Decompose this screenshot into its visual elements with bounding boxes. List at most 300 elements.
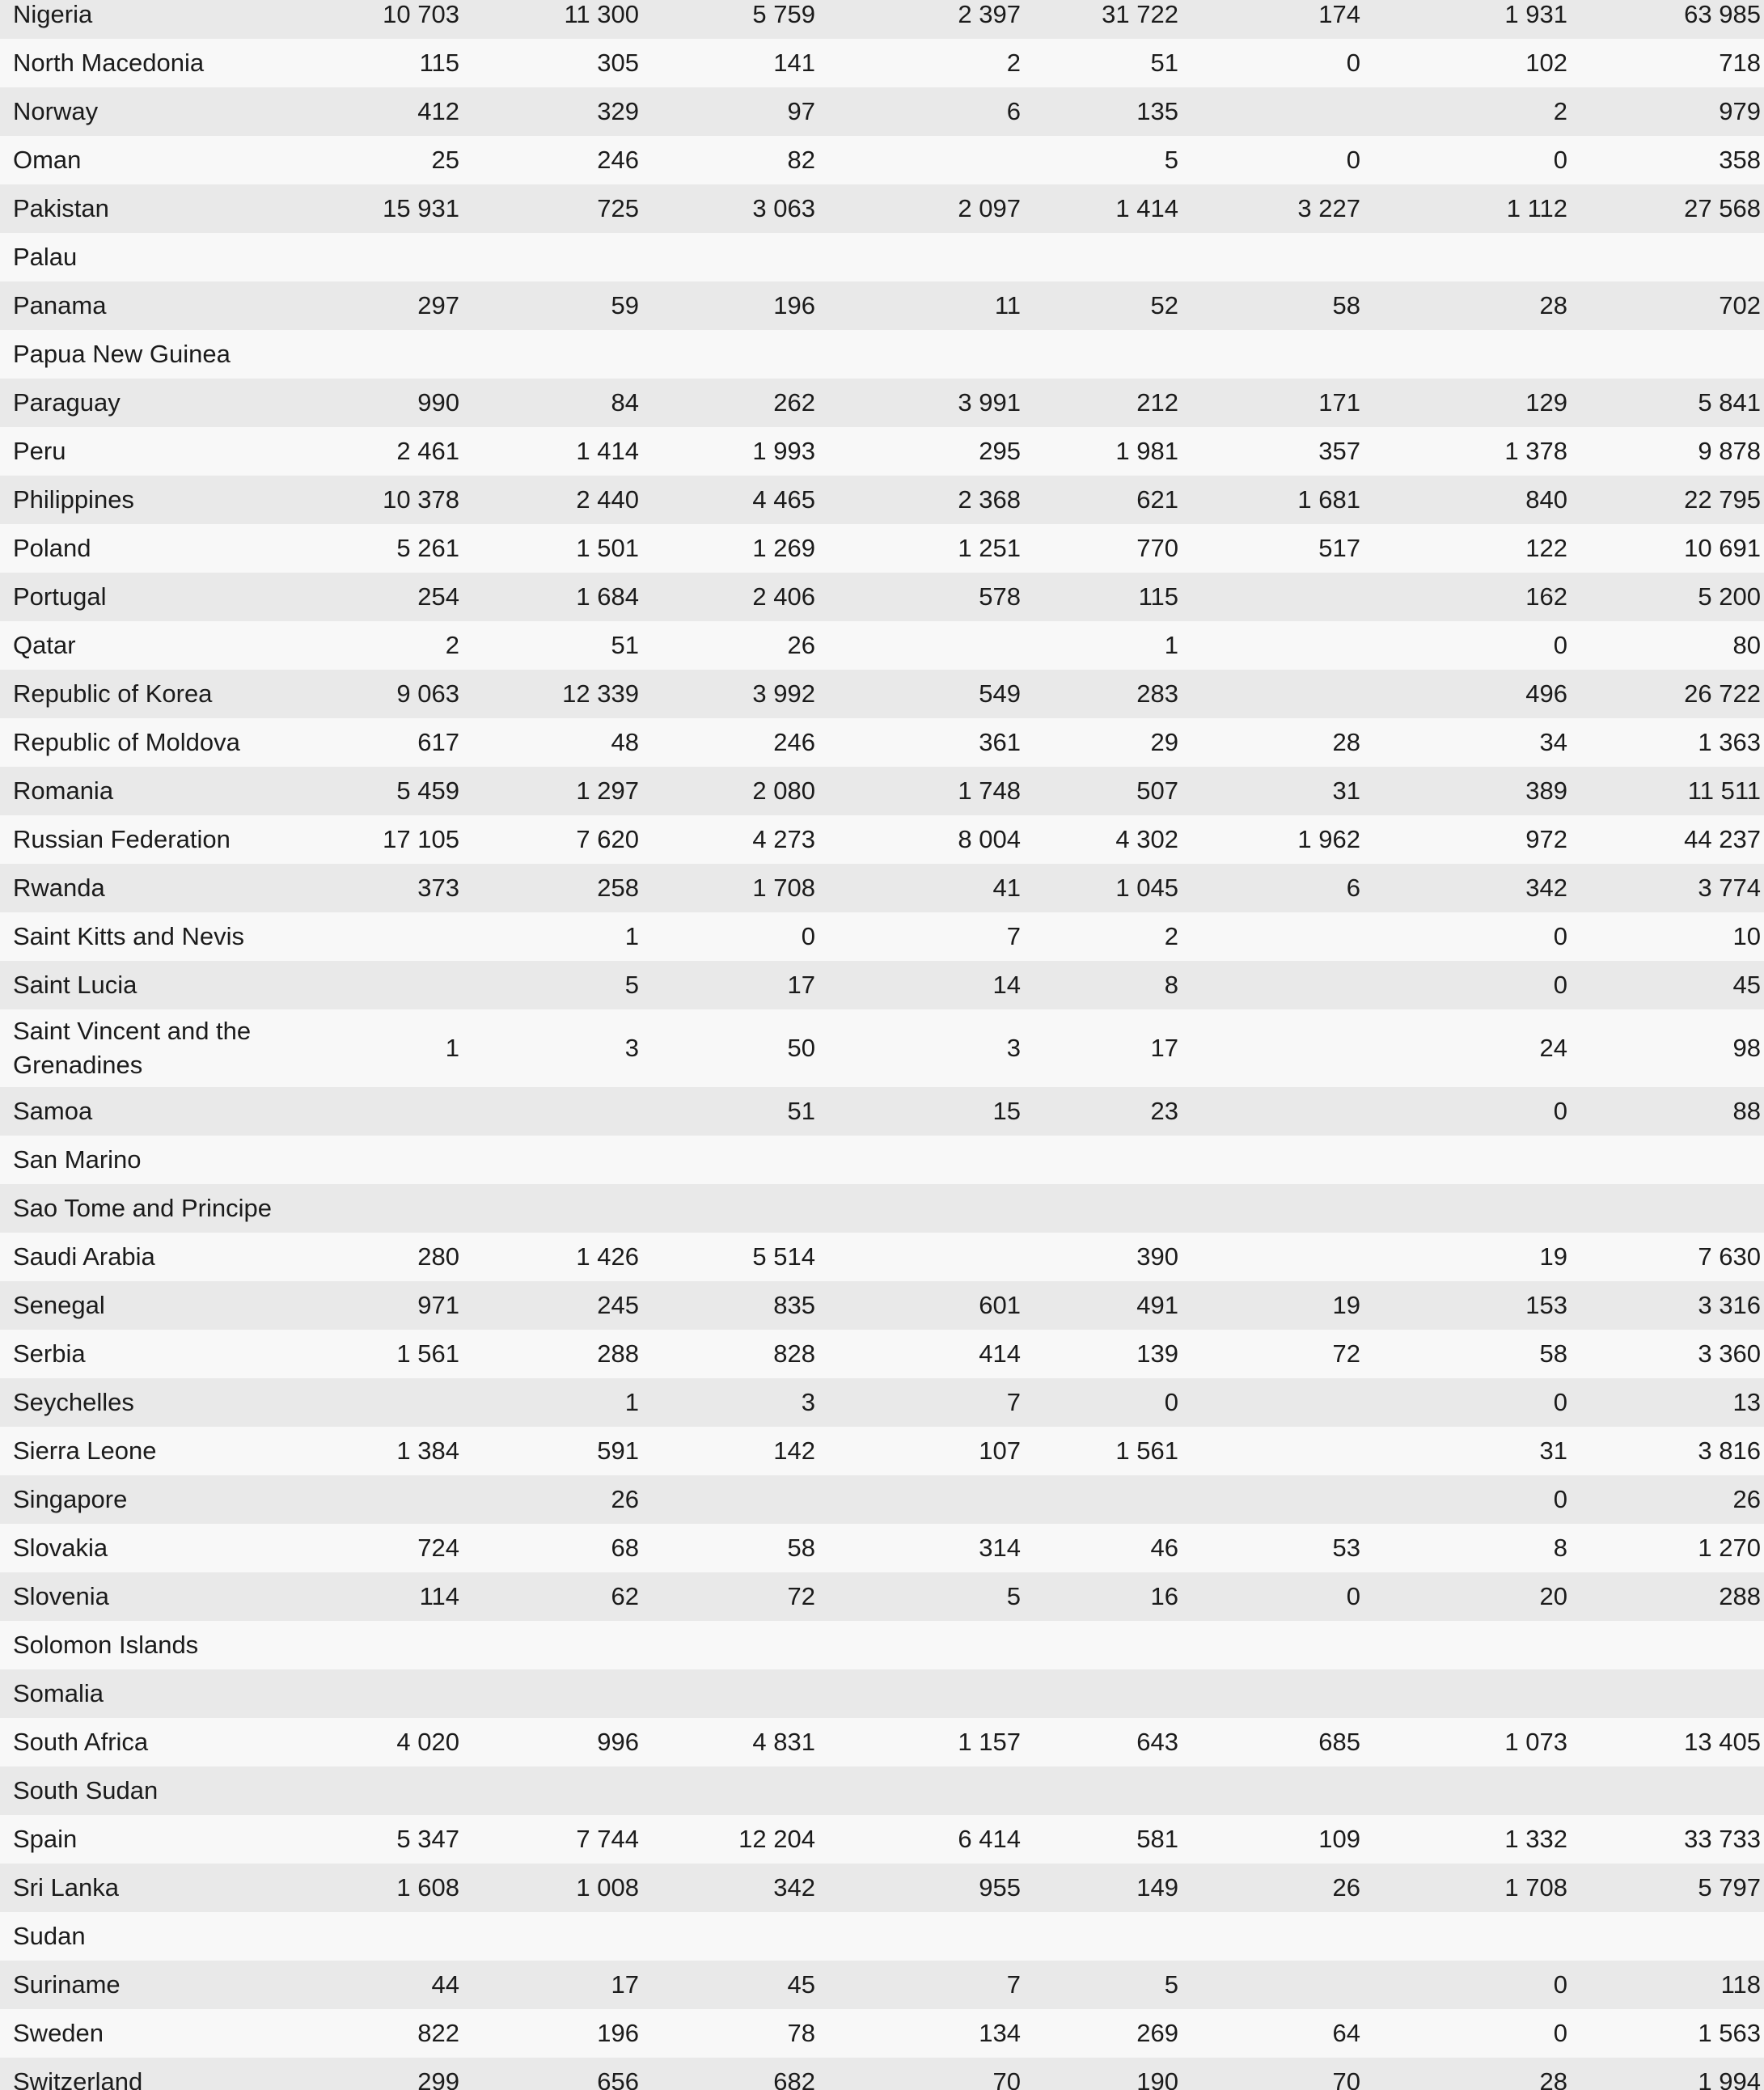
value-cell [1178, 1087, 1360, 1136]
value-cell: 80 [1732, 631, 1761, 659]
country-cell: Romania [13, 776, 114, 805]
value-cell: 15 [992, 1097, 1021, 1125]
value-cell [307, 1475, 459, 1524]
value-cell: 10 691 [1684, 534, 1761, 562]
value-cell [307, 1766, 459, 1815]
table-row [0, 1378, 1764, 1427]
value-cell: 283 [1136, 679, 1178, 708]
country-cell: Saudi Arabia [13, 1242, 155, 1271]
value-cell: 190 [1136, 2067, 1178, 2090]
value-cell: 0 [801, 922, 815, 950]
value-cell: 2 [1006, 49, 1021, 77]
value-cell: 1 561 [396, 1339, 459, 1368]
value-cell: 27 568 [1684, 194, 1761, 222]
value-cell: 685 [1318, 1728, 1360, 1756]
table-row [0, 1184, 1764, 1233]
value-cell [459, 1766, 639, 1815]
country-cell: Pakistan [13, 194, 109, 222]
value-cell [1021, 1136, 1178, 1184]
value-cell: 17 [787, 971, 815, 999]
value-cell [815, 621, 1021, 670]
value-cell: 361 [979, 728, 1021, 756]
country-cell: Seychelles [13, 1388, 134, 1416]
value-cell: 10 [1732, 922, 1761, 950]
value-cell: 162 [1525, 582, 1567, 611]
table-row [0, 1864, 1764, 1912]
value-cell [1360, 1136, 1567, 1184]
value-cell: 46 [1150, 1534, 1178, 1562]
value-cell: 26 [787, 631, 815, 659]
value-cell: 288 [1719, 1582, 1761, 1610]
value-cell: 5 261 [396, 534, 459, 562]
value-cell: 1 563 [1698, 2019, 1761, 2047]
value-cell: 48 [611, 728, 639, 756]
value-cell: 390 [1136, 1242, 1178, 1271]
value-cell: 196 [773, 291, 815, 319]
value-cell: 5 841 [1698, 388, 1761, 417]
value-cell: 1 251 [958, 534, 1021, 562]
value-cell: 1 008 [576, 1873, 639, 1902]
value-cell: 24 [1539, 1034, 1567, 1062]
value-cell: 682 [773, 2067, 815, 2090]
country-cell: Republic of Korea [13, 679, 213, 708]
value-cell: 6 [1346, 874, 1360, 902]
value-cell: 702 [1719, 291, 1761, 319]
value-cell: 28 [1539, 291, 1567, 319]
value-cell: 58 [1539, 1339, 1567, 1368]
value-cell: 17 [611, 1970, 639, 1999]
value-cell [815, 1184, 1021, 1233]
value-cell: 0 [1553, 2019, 1567, 2047]
value-cell: 1 501 [576, 534, 639, 562]
value-cell: 0 [1553, 631, 1567, 659]
table-row [0, 524, 1764, 573]
value-cell: 1 384 [396, 1436, 459, 1465]
country-cell: Russian Federation [13, 825, 231, 853]
value-cell: 258 [597, 874, 639, 902]
value-cell [1567, 1912, 1764, 1961]
value-cell: 196 [597, 2019, 639, 2047]
value-cell: 16 [1150, 1582, 1178, 1610]
value-cell: 358 [1719, 146, 1761, 174]
value-cell: 329 [597, 97, 639, 125]
value-cell: 342 [773, 1873, 815, 1902]
country-cell: Republic of Moldova [13, 728, 240, 756]
value-cell: 1 332 [1504, 1825, 1567, 1853]
value-cell: 72 [1332, 1339, 1360, 1368]
value-cell: 269 [1136, 2019, 1178, 2047]
value-cell: 979 [1719, 97, 1761, 125]
country-cell: Slovakia [13, 1534, 108, 1562]
value-cell [1178, 1184, 1360, 1233]
value-cell: 1 962 [1297, 825, 1360, 853]
table-row [0, 1281, 1764, 1330]
value-cell: 2 080 [752, 776, 815, 805]
value-cell: 280 [417, 1242, 459, 1271]
value-cell [1567, 1766, 1764, 1815]
value-cell: 1 363 [1698, 728, 1761, 756]
value-cell: 1 [1164, 631, 1178, 659]
value-cell [1567, 233, 1764, 281]
value-cell: 1 414 [576, 437, 639, 465]
value-cell: 13 [1732, 1388, 1761, 1416]
value-cell: 70 [1332, 2067, 1360, 2090]
value-cell: 82 [787, 146, 815, 174]
value-cell: 62 [611, 1582, 639, 1610]
value-cell [1021, 233, 1178, 281]
value-cell [1178, 1009, 1360, 1087]
table-row [0, 718, 1764, 767]
country-cell: Saint Lucia [13, 971, 137, 999]
value-cell: 3 227 [1297, 194, 1360, 222]
value-cell [639, 1669, 815, 1718]
value-cell: 11 300 [564, 0, 639, 28]
value-cell: 118 [1720, 1970, 1761, 1999]
value-cell: 656 [597, 2067, 639, 2090]
country-cell: Sudan [13, 1922, 86, 1950]
value-cell [1360, 1766, 1567, 1815]
value-cell: 6 414 [958, 1825, 1021, 1853]
table-row [0, 621, 1764, 670]
value-cell: 51 [787, 1097, 815, 1125]
value-cell: 828 [773, 1339, 815, 1368]
table-row [0, 476, 1764, 524]
value-cell: 102 [1525, 49, 1567, 77]
value-cell: 1 [624, 1388, 639, 1416]
value-cell: 1 270 [1698, 1534, 1761, 1562]
value-cell: 4 831 [752, 1728, 815, 1756]
value-cell: 1 426 [576, 1242, 639, 1271]
value-cell: 63 985 [1684, 0, 1761, 28]
value-cell: 33 733 [1684, 1825, 1761, 1853]
value-cell: 1 608 [396, 1873, 459, 1902]
table-row [0, 1572, 1764, 1621]
value-cell [1178, 961, 1360, 1009]
value-cell: 64 [1332, 2019, 1360, 2047]
value-cell: 114 [419, 1582, 459, 1610]
value-cell: 0 [1553, 971, 1567, 999]
value-cell: 129 [1525, 388, 1567, 417]
value-cell [459, 330, 639, 379]
value-cell [1178, 1475, 1360, 1524]
value-cell: 621 [1136, 485, 1178, 514]
value-cell: 1 157 [958, 1728, 1021, 1756]
value-cell: 0 [1553, 146, 1567, 174]
value-cell: 1 [624, 922, 639, 950]
value-cell: 9 063 [396, 679, 459, 708]
country-cell: Sierra Leone [13, 1436, 157, 1465]
country-cell: Spain [13, 1825, 78, 1853]
value-cell: 7 744 [576, 1825, 639, 1853]
value-cell: 1 045 [1115, 874, 1178, 902]
value-cell: 53 [1332, 1534, 1360, 1562]
value-cell: 297 [417, 291, 459, 319]
value-cell: 12 339 [562, 679, 639, 708]
value-cell: 718 [1719, 49, 1761, 77]
value-cell: 142 [773, 1436, 815, 1465]
value-cell [1567, 1136, 1764, 1184]
value-cell: 5 514 [752, 1242, 815, 1271]
value-cell: 153 [1525, 1291, 1567, 1319]
table-row [0, 1233, 1764, 1281]
value-cell [1178, 1621, 1360, 1669]
value-cell: 414 [979, 1339, 1021, 1368]
value-cell: 115 [419, 49, 459, 77]
table-row [0, 0, 1764, 39]
value-cell: 134 [979, 2019, 1021, 2047]
country-cell: Somalia [13, 1679, 104, 1707]
country-cell: Saint Kitts and Nevis [13, 922, 245, 950]
value-cell [459, 1184, 639, 1233]
value-cell: 245 [597, 1291, 639, 1319]
value-cell [1567, 1669, 1764, 1718]
value-cell: 3 [624, 1034, 639, 1062]
value-cell: 50 [787, 1034, 815, 1062]
country-cell: Solomon Islands [13, 1631, 199, 1659]
value-cell [639, 1475, 815, 1524]
table-row [0, 864, 1764, 912]
value-cell: 171 [1318, 388, 1360, 417]
value-cell: 19 [1332, 1291, 1360, 1319]
country-cell: Suriname [13, 1970, 121, 1999]
table-row [0, 330, 1764, 379]
value-cell: 955 [979, 1873, 1021, 1902]
country-cell: South Africa [13, 1728, 149, 1756]
country-cell: North Macedonia [13, 49, 205, 77]
value-cell: 373 [417, 874, 459, 902]
value-cell [1360, 1621, 1567, 1669]
value-cell: 840 [1525, 485, 1567, 514]
value-cell: 20 [1539, 1582, 1567, 1610]
value-cell: 5 [624, 971, 639, 999]
value-cell: 0 [1346, 146, 1360, 174]
value-cell: 26 722 [1684, 679, 1761, 708]
value-cell: 26 [1732, 1485, 1761, 1513]
value-cell: 26 [611, 1485, 639, 1513]
value-cell: 3 774 [1698, 874, 1761, 902]
value-cell: 246 [597, 146, 639, 174]
value-cell [1021, 1475, 1178, 1524]
value-cell: 109 [1318, 1825, 1360, 1853]
value-cell: 212 [1136, 388, 1178, 417]
value-cell: 3 360 [1698, 1339, 1761, 1368]
country-cell: Paraguay [13, 388, 121, 417]
value-cell: 3 [1006, 1034, 1021, 1062]
value-cell [815, 1136, 1021, 1184]
value-cell: 8 [1553, 1534, 1567, 1562]
value-cell [815, 1912, 1021, 1961]
value-cell: 8 004 [958, 825, 1021, 853]
value-cell: 7 [1006, 1970, 1021, 1999]
value-cell: 1 994 [1698, 2067, 1761, 2090]
value-cell: 11 [994, 291, 1021, 319]
value-cell: 725 [597, 194, 639, 222]
value-cell: 44 237 [1684, 825, 1761, 853]
value-cell: 7 [1006, 1388, 1021, 1416]
table-row [0, 1475, 1764, 1524]
value-cell: 1 378 [1504, 437, 1567, 465]
value-cell: 0 [1164, 1388, 1178, 1416]
value-cell: 31 722 [1102, 0, 1178, 28]
value-cell: 3 816 [1698, 1436, 1761, 1465]
value-cell: 14 [992, 971, 1021, 999]
value-cell: 72 [787, 1582, 815, 1610]
value-cell: 1 112 [1506, 194, 1567, 222]
value-cell: 28 [1332, 728, 1360, 756]
value-cell: 4 273 [752, 825, 815, 853]
value-cell: 7 630 [1698, 1242, 1761, 1271]
value-cell: 643 [1136, 1728, 1178, 1756]
value-cell [1178, 1233, 1360, 1281]
value-cell: 45 [1732, 971, 1761, 999]
table-row [0, 87, 1764, 136]
table-row [0, 912, 1764, 961]
value-cell [307, 1378, 459, 1427]
value-cell [1178, 1961, 1360, 2009]
value-cell [1178, 1136, 1360, 1184]
value-cell: 13 405 [1684, 1728, 1761, 1756]
table-row [0, 184, 1764, 233]
value-cell: 5 759 [752, 0, 815, 28]
value-cell: 2 397 [958, 0, 1021, 28]
table-row [0, 767, 1764, 815]
value-cell: 5 [1006, 1582, 1021, 1610]
value-cell: 412 [417, 97, 459, 125]
value-cell: 2 [1164, 922, 1178, 950]
value-cell [459, 1087, 639, 1136]
value-cell: 68 [611, 1534, 639, 1562]
country-cell: Samoa [13, 1097, 93, 1125]
value-cell [1360, 1184, 1567, 1233]
country-cell: Peru [13, 437, 66, 465]
value-cell: 25 [431, 146, 459, 174]
value-cell: 5 459 [396, 776, 459, 805]
value-cell [459, 1912, 639, 1961]
value-cell [1021, 1766, 1178, 1815]
country-cell: Panama [13, 291, 107, 319]
value-cell [1360, 1912, 1567, 1961]
value-cell: 1 [445, 1034, 459, 1062]
value-cell [1567, 1621, 1764, 1669]
value-cell: 357 [1318, 437, 1360, 465]
value-cell: 107 [979, 1436, 1021, 1465]
value-cell: 342 [1525, 874, 1567, 902]
value-cell: 2 440 [576, 485, 639, 514]
value-cell [639, 233, 815, 281]
value-cell [459, 1669, 639, 1718]
value-cell: 591 [597, 1436, 639, 1465]
value-cell [307, 1912, 459, 1961]
table-row [0, 1669, 1764, 1718]
value-cell: 5 200 [1698, 582, 1761, 611]
value-cell [307, 1669, 459, 1718]
value-cell [307, 233, 459, 281]
value-cell: 3 992 [752, 679, 815, 708]
value-cell: 5 [1164, 146, 1178, 174]
value-cell: 491 [1136, 1291, 1178, 1319]
table-row [0, 233, 1764, 281]
table-row [0, 1330, 1764, 1378]
value-cell [1021, 1184, 1178, 1233]
value-cell: 29 [1150, 728, 1178, 756]
country-cell: Singapore [13, 1485, 128, 1513]
country-cell: Norway [13, 97, 99, 125]
value-cell: 44 [431, 1970, 459, 1999]
table-row [0, 1087, 1764, 1136]
value-cell: 26 [1332, 1873, 1360, 1902]
value-cell: 1 681 [1297, 485, 1360, 514]
value-cell: 0 [1553, 1485, 1567, 1513]
value-cell: 98 [1732, 1034, 1761, 1062]
value-cell [815, 1669, 1021, 1718]
value-cell: 972 [1525, 825, 1567, 853]
country-cell: Sao Tome and Principe [13, 1194, 272, 1222]
value-cell [1567, 330, 1764, 379]
value-cell: 17 105 [383, 825, 459, 853]
table-row [0, 39, 1764, 87]
value-cell [1360, 1669, 1567, 1718]
table-row [0, 2009, 1764, 2058]
value-cell: 0 [1346, 1582, 1360, 1610]
country-cell: Saint Vincent and the Grenadines [13, 1017, 252, 1079]
value-cell [639, 1184, 815, 1233]
value-cell: 835 [773, 1291, 815, 1319]
country-cell: Sweden [13, 2019, 104, 2047]
country-cell: South Sudan [13, 1776, 159, 1804]
table-row [0, 1961, 1764, 2009]
value-cell [1021, 330, 1178, 379]
country-cell: Palau [13, 243, 78, 271]
value-cell: 58 [1332, 291, 1360, 319]
value-cell [1360, 233, 1567, 281]
country-cell: Poland [13, 534, 91, 562]
value-cell [1178, 1378, 1360, 1427]
value-cell: 1 414 [1115, 194, 1178, 222]
value-cell: 115 [1138, 582, 1178, 611]
value-cell: 41 [992, 874, 1021, 902]
value-cell [815, 1621, 1021, 1669]
country-cell: Qatar [13, 631, 76, 659]
value-cell: 581 [1136, 1825, 1178, 1853]
value-cell [815, 233, 1021, 281]
value-cell [307, 1184, 459, 1233]
value-cell [1178, 1669, 1360, 1718]
table-row [0, 2058, 1764, 2090]
value-cell: 45 [787, 1970, 815, 1999]
value-cell [639, 330, 815, 379]
value-cell: 517 [1318, 534, 1360, 562]
table-row [0, 1427, 1764, 1475]
value-cell: 1 073 [1504, 1728, 1567, 1756]
value-cell [1360, 330, 1567, 379]
value-cell: 10 703 [383, 0, 459, 28]
value-cell: 305 [597, 49, 639, 77]
value-cell [1021, 1621, 1178, 1669]
value-cell: 88 [1732, 1097, 1761, 1125]
table-row [0, 573, 1764, 621]
value-cell: 996 [597, 1728, 639, 1756]
value-cell: 31 [1539, 1436, 1567, 1465]
value-cell: 135 [1136, 97, 1178, 125]
value-cell: 51 [1150, 49, 1178, 77]
country-cell: Nigeria [13, 0, 93, 28]
value-cell: 1 269 [752, 534, 815, 562]
country-cell: Portugal [13, 582, 107, 611]
value-cell: 507 [1136, 776, 1178, 805]
value-cell: 254 [417, 582, 459, 611]
value-cell [1178, 912, 1360, 961]
value-cell: 9 878 [1698, 437, 1761, 465]
